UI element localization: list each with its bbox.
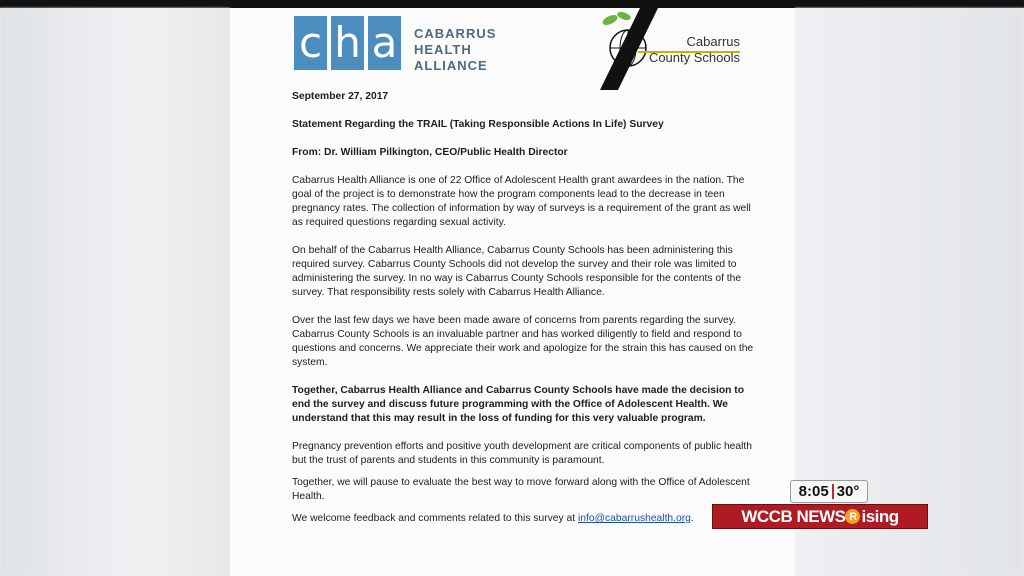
letter-subject: Statement Regarding the TRAIL (Taking Responsible Actions In Life) Survey bbox=[292, 119, 664, 130]
rising-text: ising bbox=[861, 506, 899, 526]
letter-paragraph: Cabarrus Health Alliance is one of 22 Office of Adolescent Health grant awardees in the nation. The goal of the project is to demonstrate how the program components lead to the decrease in teen pregnancy rates. The collection of information by way of surveys is a requirement of the grant as well as required questions regarding sexual activity. bbox=[292, 175, 751, 228]
letter-date: September 27, 2017 bbox=[292, 91, 389, 102]
letter-from: From: Dr. William Pilkington, CEO/Public Health Director bbox=[292, 147, 568, 158]
top-black-bar bbox=[0, 0, 1024, 8]
letter-closing: We welcome feedback and comments related to this survey at info@cabarrushealth.org. bbox=[292, 513, 694, 524]
letter-paragraph: Pregnancy prevention efforts and positive youth development are critical components of public health but the trust of parents and students in this community is paramount. bbox=[292, 441, 753, 466]
letter-paragraph: Over the last few days we have been made aware of concerns from parents regarding the survey. Cabarrus County Schools is an invaluable partner and has worked diligently to field and respond to questions and concerns. We appreciate their work and apologize for the strain this has caused on the system. bbox=[292, 315, 754, 368]
separator bbox=[832, 484, 834, 499]
cha-logo-letter: h bbox=[331, 16, 364, 70]
time-temperature-box bbox=[790, 480, 868, 503]
cha-logo-letter: c bbox=[294, 16, 327, 70]
email-link[interactable]: info@cabarrushealth.org bbox=[577, 513, 691, 524]
station-name: WCCB NEWS bbox=[741, 506, 846, 526]
letter-body bbox=[292, 90, 754, 526]
station-bug bbox=[712, 504, 928, 529]
letter-paragraph: On behalf of the Cabarrus Health Alliance, Cabarrus County Schools has been administering this required survey. Cabarrus County Schools did not develop the survey and their role was limited to administering the survey. In no way is Cabarrus County Schools responsible for the contents of the survey. That responsibility rests solely with Cabarrus Health Alliance. bbox=[292, 245, 742, 298]
rising-logo-icon: R bbox=[845, 509, 860, 524]
cha-logo-name: CABARRUS HEALTH ALLIANCE bbox=[414, 26, 497, 73]
document-page bbox=[230, 8, 795, 576]
temperature-display: 30° bbox=[836, 483, 860, 500]
ccs-logo-name: Cabarrus County Schools bbox=[648, 34, 740, 65]
blurred-background-left bbox=[0, 8, 230, 576]
letter-paragraph-bold: Together, Cabarrus Health Alliance and Cabarrus County Schools have made the decision to end the survey and discuss future programming with the Office of Adolescent Health. We understand that this may result in the loss of funding for this very valuable program. bbox=[292, 385, 745, 424]
letter-paragraph: Together, we will pause to evaluate the best way to move forward along with the Office of Adolescent Health. bbox=[292, 477, 750, 502]
cha-logo-letter: a bbox=[368, 16, 401, 70]
time-display: 8:05 bbox=[798, 483, 829, 500]
